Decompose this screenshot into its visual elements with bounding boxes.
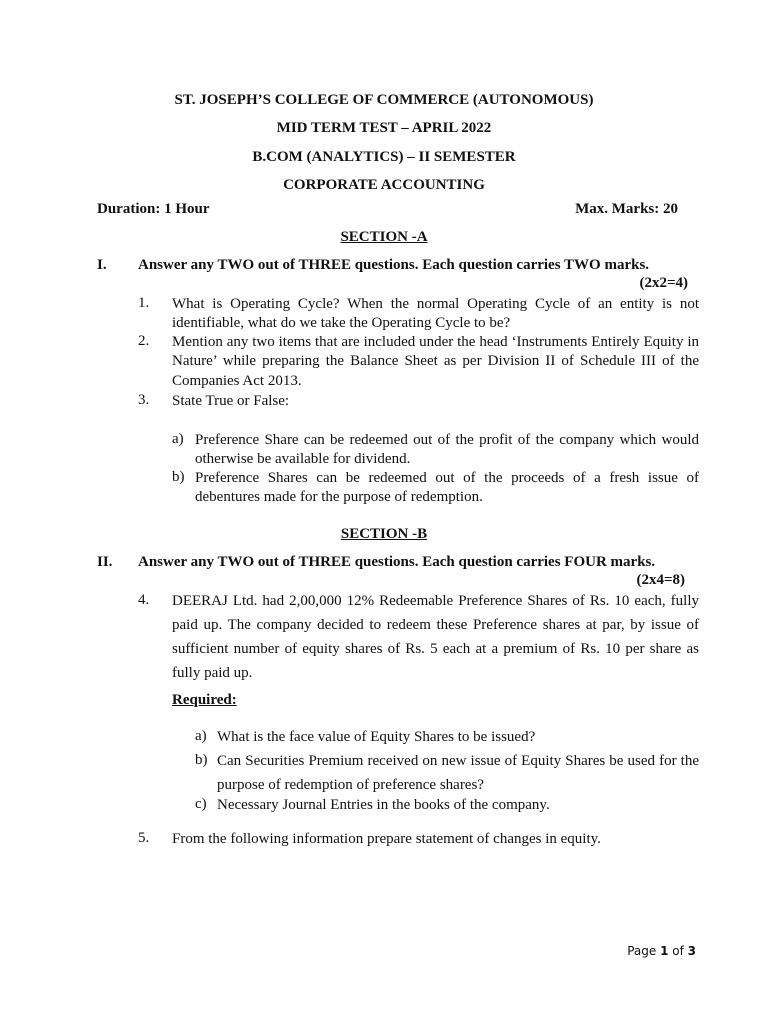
required-heading: Required: <box>172 692 237 708</box>
page-number <box>627 944 696 958</box>
required-item-label: a) <box>195 728 207 744</box>
of-label: of <box>668 944 688 958</box>
sub-item-label: a) <box>172 431 184 447</box>
required-item-label: b) <box>195 752 208 768</box>
question-text: Mention any two items that are included under the head ‘Instruments Entirely Equity in Nature’ while preparing the Balance Sheet as per Division II of Schedule III of the Companies Act 2013. <box>172 334 699 389</box>
max-marks: Max. Marks: 20 <box>575 201 678 217</box>
section-b-marks: (2x4=8) <box>636 572 685 588</box>
question-text: DEERAJ Ltd. had 2,00,000 12% Redeemable Preference Shares of Rs. 10 each, fully paid up. The company decided to redeem these Preference shares at par, by issue of sufficient number of equity shares of Rs. 5 each at a premium of Rs. 10 per share as fully paid up. <box>172 593 699 681</box>
section-a-roman: I. <box>97 257 107 273</box>
question-number: 3. <box>138 392 150 408</box>
page-current: 1 <box>660 944 669 958</box>
college-name: ST. JOSEPH’S COLLEGE OF COMMERCE (AUTONOMOUS) <box>174 92 594 108</box>
subject-title: CORPORATE ACCOUNTING <box>283 177 485 193</box>
page-total: 3 <box>687 944 696 958</box>
question-number: 4. <box>138 592 150 608</box>
test-title: MID TERM TEST – APRIL 2022 <box>276 120 492 136</box>
page-label: Page <box>627 944 661 958</box>
question-number: 2. <box>138 333 150 349</box>
required-item-label: c) <box>195 796 207 812</box>
sub-item-text: Preference Share can be redeemed out of the profit of the company which would otherwise be available for dividend. <box>195 432 699 468</box>
section-b-roman: II. <box>97 554 113 570</box>
section-a-title: SECTION -A <box>340 229 428 245</box>
section-a-marks: (2x2=4) <box>639 275 688 291</box>
program-title: B.COM (ANALYTICS) – II SEMESTER <box>252 149 516 165</box>
question-number: 1. <box>138 295 150 311</box>
sub-item-text: Preference Shares can be redeemed out of the proceeds of a fresh issue of debentures made for the purpose of redemption. <box>195 470 699 506</box>
question-number: 5. <box>138 830 150 846</box>
sub-item-label: b) <box>172 469 185 485</box>
section-b-instruction: Answer any TWO out of THREE questions. Each question carries FOUR marks. <box>138 554 656 570</box>
required-item-text: What is the face value of Equity Shares to be issued? <box>217 729 536 745</box>
section-b-title: SECTION -B <box>340 526 428 542</box>
question-text: State True or False: <box>172 393 290 409</box>
duration: Duration: 1 Hour <box>97 201 210 217</box>
question-text: What is Operating Cycle? When the normal Operating Cycle of an entity is not identifiable, what do we take the Operating Cycle to be? <box>172 296 699 332</box>
required-item-text: Necessary Journal Entries in the books of the company. <box>217 797 550 813</box>
required-item-text: Can Securities Premium received on new issue of Equity Shares be used for the purpose of redemption of preference shares? <box>217 753 699 793</box>
section-a-instruction: Answer any TWO out of THREE questions. Each question carries TWO marks. <box>138 257 650 273</box>
question-text: From the following information prepare statement of changes in equity. <box>172 831 601 847</box>
